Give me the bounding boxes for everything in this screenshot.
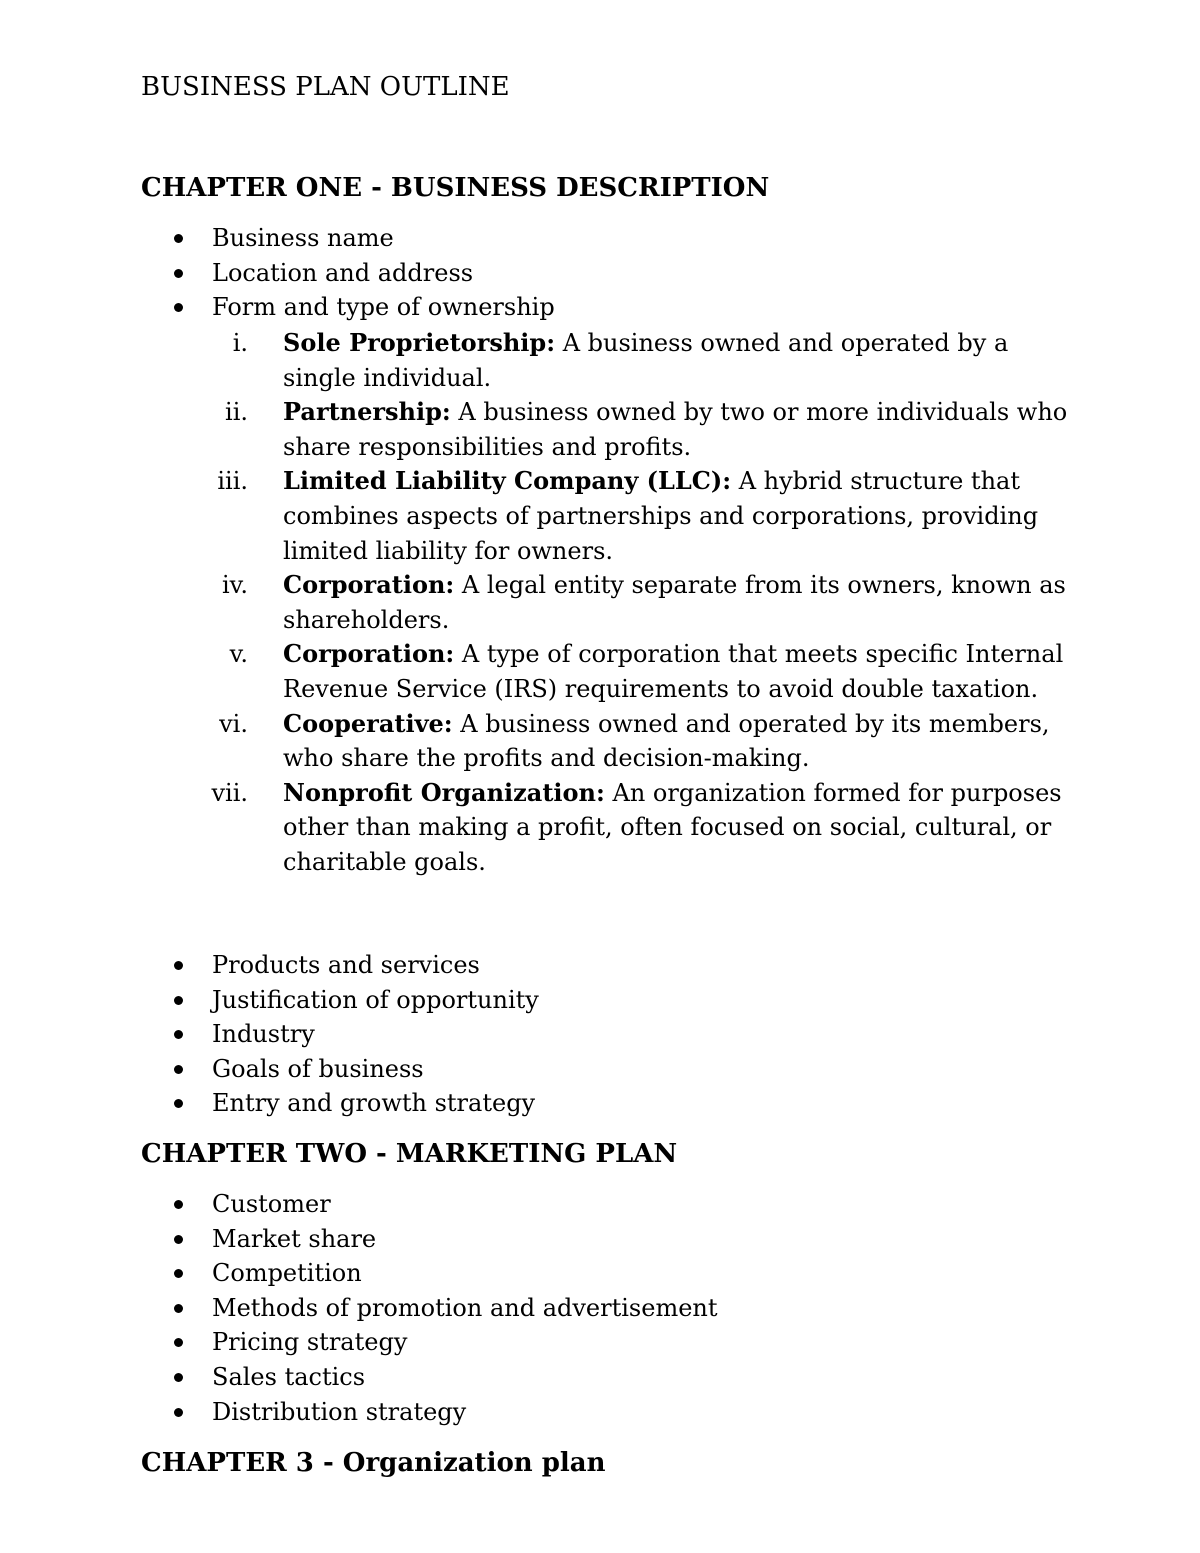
list-item xyxy=(0,290,1200,325)
bullet-icon xyxy=(174,303,183,312)
roman-numeral: v. xyxy=(229,640,248,669)
ownership-type-item xyxy=(0,637,1200,706)
ownership-type-description: A business owned and operated by its members, who share the profits and decision-making. xyxy=(283,709,1050,773)
list-item xyxy=(0,1052,1200,1087)
list-item-text: Goals of business xyxy=(212,1054,424,1083)
list-item-text: Competition xyxy=(212,1259,362,1288)
bullet-icon xyxy=(174,1373,183,1382)
list-item-text: Justification of opportunity xyxy=(212,985,539,1014)
ownership-type-item xyxy=(0,776,1200,880)
list-item xyxy=(0,256,1200,291)
bullet-icon xyxy=(174,1200,183,1209)
bullet-icon xyxy=(174,1304,183,1313)
roman-numeral: iii. xyxy=(217,467,248,496)
list-item-text: Customer xyxy=(212,1190,331,1218)
list-item-text: Location and address xyxy=(212,258,474,287)
bullet-icon xyxy=(174,269,183,278)
chapter-one-heading: CHAPTER ONE - BUSINESS DESCRIPTION xyxy=(141,173,770,203)
ownership-type-description: A hybrid structure that combines aspects of partnerships and corporations, providing limited liability for owners. xyxy=(283,467,1039,565)
bullet-icon xyxy=(174,1338,183,1347)
ownership-type-description: A business owned and operated by a single individual. xyxy=(283,329,1009,392)
ownership-type-term: Limited Liability Company (LLC): xyxy=(283,466,732,496)
bullet-icon xyxy=(174,234,183,243)
list-item xyxy=(0,948,1200,983)
ownership-type-item xyxy=(0,707,1200,776)
list-item-text: Entry and growth strategy xyxy=(212,1089,536,1118)
document-title: BUSINESS PLAN OUTLINE xyxy=(141,72,510,102)
ownership-type-term: Corporation: xyxy=(283,570,455,600)
list-item-text: Market share xyxy=(212,1224,377,1253)
list-item xyxy=(0,1395,1200,1430)
roman-numeral: ii. xyxy=(225,398,248,427)
list-item xyxy=(0,1086,1200,1121)
ownership-type-term: Partnership: xyxy=(283,397,451,427)
list-item xyxy=(0,1187,1200,1222)
ownership-type-description: A business owned by two or more individuals who share responsibilities and profits. xyxy=(283,398,1068,461)
ownership-type-term: Corporation: xyxy=(283,639,455,669)
list-item xyxy=(0,1291,1200,1326)
list-item xyxy=(0,1360,1200,1395)
list-item-text: Distribution strategy xyxy=(212,1397,467,1426)
bullet-icon xyxy=(174,1065,183,1074)
chapter-two-list xyxy=(0,1187,1200,1429)
roman-numeral: vi. xyxy=(219,709,248,738)
chapter-one-list-bottom xyxy=(0,948,1200,1121)
bullet-icon xyxy=(174,1408,183,1417)
roman-numeral: i. xyxy=(232,329,248,357)
ownership-type-description: A type of corporation that meets specific Internal Revenue Service (IRS) requirements to avoid double taxation. xyxy=(283,640,1064,703)
roman-numeral: iv. xyxy=(221,571,248,600)
ownership-type-item xyxy=(0,568,1200,637)
list-item xyxy=(0,1222,1200,1257)
ownership-type-term: Nonprofit Organization: xyxy=(283,777,605,807)
list-item-text: Form and type of ownership xyxy=(212,293,555,322)
roman-numeral: vii. xyxy=(211,778,248,807)
list-item-text: Pricing strategy xyxy=(212,1328,408,1357)
list-item-text: Methods of promotion and advertisement xyxy=(212,1293,718,1322)
ownership-type-description: An organization formed for purposes other than making a profit, often focused on social, cultural, or charitable goals. xyxy=(283,778,1062,876)
bullet-icon xyxy=(174,1099,183,1108)
list-item xyxy=(0,1325,1200,1360)
list-item-text: Industry xyxy=(212,1020,315,1049)
ownership-type-description: A legal entity separate from its owners, known as shareholders. xyxy=(283,571,1066,634)
ownership-type-item xyxy=(0,326,1200,395)
ownership-type-item xyxy=(0,395,1200,464)
ownership-types-list xyxy=(0,326,1200,880)
bullet-icon xyxy=(174,961,183,970)
ownership-type-item xyxy=(0,464,1200,568)
list-item-text: Products and services xyxy=(212,951,480,979)
bullet-icon xyxy=(174,1269,183,1278)
bullet-icon xyxy=(174,1030,183,1039)
list-item-text: Sales tactics xyxy=(212,1362,366,1391)
ownership-type-term: Cooperative: xyxy=(283,708,453,738)
bullet-icon xyxy=(174,996,183,1005)
list-item xyxy=(0,983,1200,1018)
list-item-text: Business name xyxy=(212,224,394,252)
bullet-icon xyxy=(174,1235,183,1244)
list-item xyxy=(0,1017,1200,1052)
chapter-two-heading: CHAPTER TWO - MARKETING PLAN xyxy=(141,1139,678,1169)
chapter-three-heading: CHAPTER 3 - Organization plan xyxy=(141,1448,606,1478)
ownership-type-term: Sole Proprietorship: xyxy=(283,328,556,357)
list-item xyxy=(0,221,1200,256)
list-item xyxy=(0,1256,1200,1291)
chapter-one-list-top xyxy=(0,221,1200,325)
